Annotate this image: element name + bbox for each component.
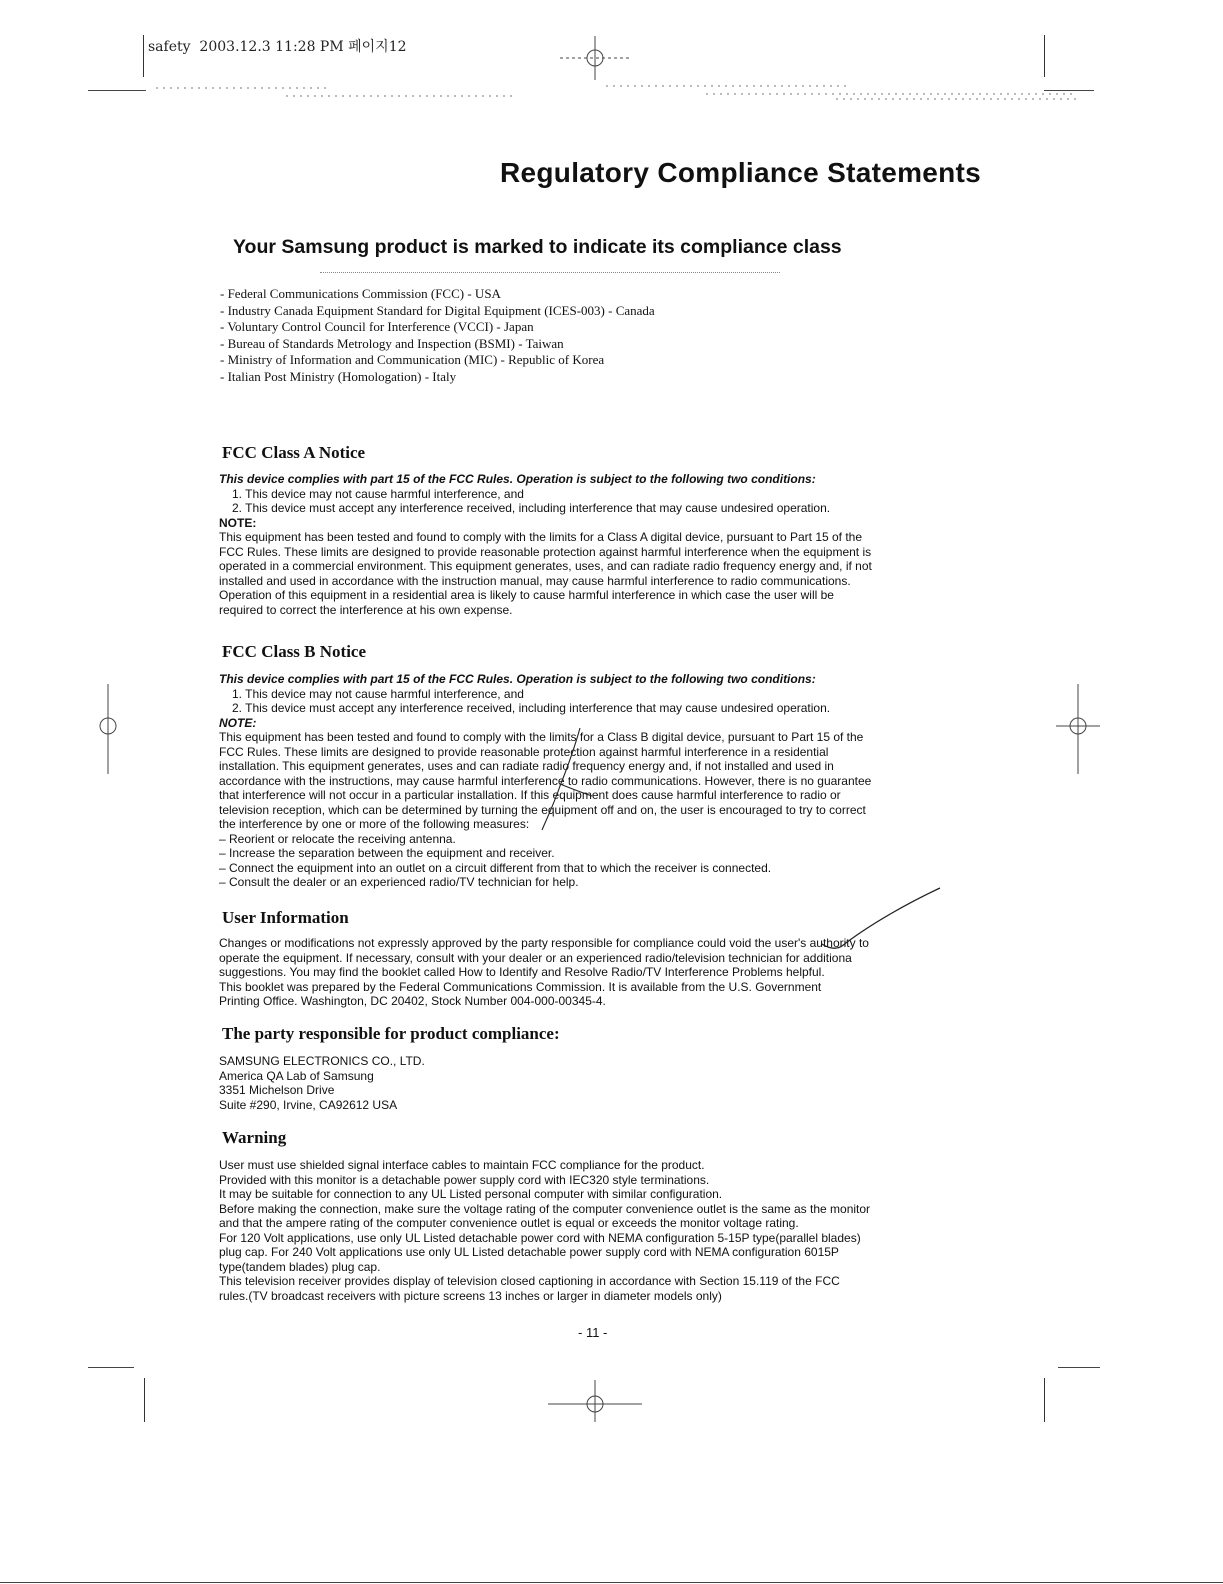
list-item: - Voluntary Control Council for Interference (VCCI) - Japan [220, 319, 534, 334]
class-a-body [219, 472, 969, 617]
class-a-note-line: Operation of this equipment in a residential area is likely to cause harmful interference in which case the user will be [219, 588, 834, 602]
page-number: - 11 - [578, 1325, 608, 1340]
class-b-measure: – Connect the equipment into an outlet on a circuit different from that to which the receiver is connected. [219, 860, 772, 875]
warning-line: It may be suitable for connection to any UL Listed personal computer with similar configuration. [219, 1187, 723, 1201]
user-information-heading: User Information [222, 908, 349, 927]
class-b-note-line: the interference by one or more of the following measures: [219, 817, 530, 831]
class-b-note-line: that interference will not occur in a particular installation. If this equipment does cause harmful interference to radio or [219, 788, 841, 802]
warning-line: and that the ampere rating of the computer convenience outlet is equal or exceeds the monitor voltage rating. [219, 1216, 799, 1230]
warning-heading: Warning [222, 1128, 287, 1147]
crop-mark-top-left [143, 35, 144, 77]
class-a-lead: This device complies with part 15 of the FCC Rules. Operation is subject to the following two conditions: [219, 472, 816, 486]
class-a-note-line: FCC Rules. These limits are designed to provide reasonable protection against harmful interference when the equipment is [219, 544, 872, 559]
user-information-line: operate the equipment. If necessary, consult with your dealer or an experienced radio/television technician for additiona [219, 950, 852, 965]
header-slug: safety 2003.12.3 11:28 PM 페이지12 [148, 39, 407, 55]
class-b-note-line: installation. This equipment generates, uses and can radiate radio frequency energy and, if not installed and used in [219, 759, 834, 773]
warning-line: rules.(TV broadcast receivers with picture screens 13 inches or larger in diameter models only) [219, 1288, 722, 1303]
address-line: Suite #290, Irvine, CA92612 USA [219, 1097, 398, 1112]
user-information-line: This booklet was prepared by the Federal Communications Commission. It is available from the U.S. Government [219, 979, 822, 994]
address-line: 3351 Michelson Drive [219, 1083, 335, 1097]
page-title: Regulatory Compliance Statements [500, 157, 982, 188]
list-item: - Industry Canada Equipment Standard for Digital Equipment (ICES-003) - Canada [220, 302, 655, 318]
pen-scratch-mark [800, 884, 950, 954]
warning-line: User must use shielded signal interface cables to maintain FCC compliance for the product. [219, 1158, 705, 1172]
user-information-line: Printing Office. Washington, DC 20402, Stock Number 004-000-00345-4. [219, 994, 606, 1008]
class-a-condition: 1. This device may not cause harmful interference, and [232, 486, 524, 501]
class-b-measure: – Reorient or relocate the receiving antenna. [219, 831, 456, 846]
class-a-note-line: This equipment has been tested and found to comply with the limits for a Class A digital device, pursuant to Part 15 of the [219, 530, 863, 544]
class-b-note-label: NOTE: [219, 715, 257, 730]
agency-list [220, 286, 655, 385]
bottom-edge-line [0, 1582, 1223, 1583]
address-line: SAMSUNG ELECTRONICS CO., LTD. [219, 1054, 425, 1068]
warning-line: Provided with this monitor is a detachable power supply cord with IEC320 style terminations. [219, 1172, 710, 1187]
warning-line: Before making the connection, make sure the voltage rating of the computer convenience outlet is the same as the monitor [219, 1201, 871, 1216]
warning-body [219, 1158, 969, 1303]
class-a-note-label: NOTE: [219, 515, 257, 530]
class-a-heading: FCC Class A Notice [222, 443, 366, 462]
user-information-line: Changes or modifications not expressly approved by the party responsible for compliance could void the user's authority to [219, 936, 869, 950]
dotted-divider [320, 272, 780, 273]
registration-mark-bottom [548, 1380, 642, 1422]
class-a-note-line: installed and used in accordance with the instruction manual, may cause harmful interference to radio communications. [219, 573, 851, 588]
warning-line: plug cap. For 240 Volt applications use only UL Listed detachable power supply cord with NEMA configuration 6015P [219, 1245, 839, 1259]
scan-noise-strip [86, 82, 1086, 102]
registration-mark-right [1056, 684, 1100, 774]
class-a-condition: 2. This device must accept any interference received, including interference that may cause undesired operation. [232, 501, 831, 515]
class-b-condition: 2. This device must accept any interference received, including interference that may cause undesired operation. [232, 701, 831, 715]
list-item: - Ministry of Information and Communication (MIC) - Republic of Korea [220, 352, 605, 367]
crop-mark-top-right [1044, 35, 1045, 77]
class-a-note-line: required to correct the interference at his own expense. [219, 602, 513, 617]
class-a-note-line: operated in a commercial environment. This equipment generates, uses, and can radiate radio frequency energy and, if not [219, 559, 872, 573]
class-b-note-line: accordance with the instructions, may cause harmful interference to radio communications. However, there is no guarantee [219, 773, 872, 788]
class-b-heading: FCC Class B Notice [222, 642, 367, 661]
class-b-note-line: This equipment has been tested and found to comply with the limits for a Class B digital device, pursuant to Part 15 of the [219, 730, 864, 744]
crop-mark-bottom-right [1044, 1378, 1045, 1422]
list-item: - Bureau of Standards Metrology and Inspection (BSMI) - Taiwan [220, 335, 564, 351]
compliance-class-heading: Your Samsung product is marked to indicate its compliance class [233, 236, 842, 258]
warning-line: type(tandem blades) plug cap. [219, 1259, 381, 1274]
list-item: - Italian Post Ministry (Homologation) - Italy [220, 368, 457, 384]
class-b-condition: 1. This device may not cause harmful interference, and [232, 686, 524, 701]
crop-mark-line-bottom-right [1058, 1367, 1100, 1368]
class-b-note-line: FCC Rules. These limits are designed to provide reasonable protection against harmful interference in a residential [219, 744, 829, 759]
warning-line: For 120 Volt applications, use only UL Listed detachable power cord with NEMA configuration 5-15P type(parallel blades) [219, 1230, 861, 1245]
class-b-note-line: television reception, which can be determined by turning the equipment off and on, the user is encouraged to try to correct [219, 802, 866, 817]
user-information-line: suggestions. You may find the booklet called How to Identify and Resolve Radio/TV Interference Problems helpful. [219, 965, 825, 979]
class-b-lead: This device complies with part 15 of the FCC Rules. Operation is subject to the following two conditions: [219, 672, 816, 686]
list-item: - Federal Communications Commission (FCC) - USA [220, 286, 501, 301]
crop-mark-line-bottom-left [88, 1367, 134, 1368]
address-line: America QA Lab of Samsung [219, 1068, 374, 1083]
pen-scratch-mark [520, 726, 640, 836]
crop-mark-bottom-left [144, 1378, 145, 1422]
registration-mark-top [560, 36, 630, 80]
responsible-party-heading: The party responsible for product compliance: [222, 1024, 560, 1043]
warning-line: This television receiver provides display of television closed captioning in accordance with Section 15.119 of the FCC [219, 1274, 840, 1288]
registration-mark-left [92, 684, 124, 774]
class-b-measure: – Increase the separation between the equipment and receiver. [219, 846, 555, 860]
class-b-measure: – Consult the dealer or an experienced radio/TV technician for help. [219, 875, 579, 889]
responsible-party-address [219, 1054, 969, 1112]
